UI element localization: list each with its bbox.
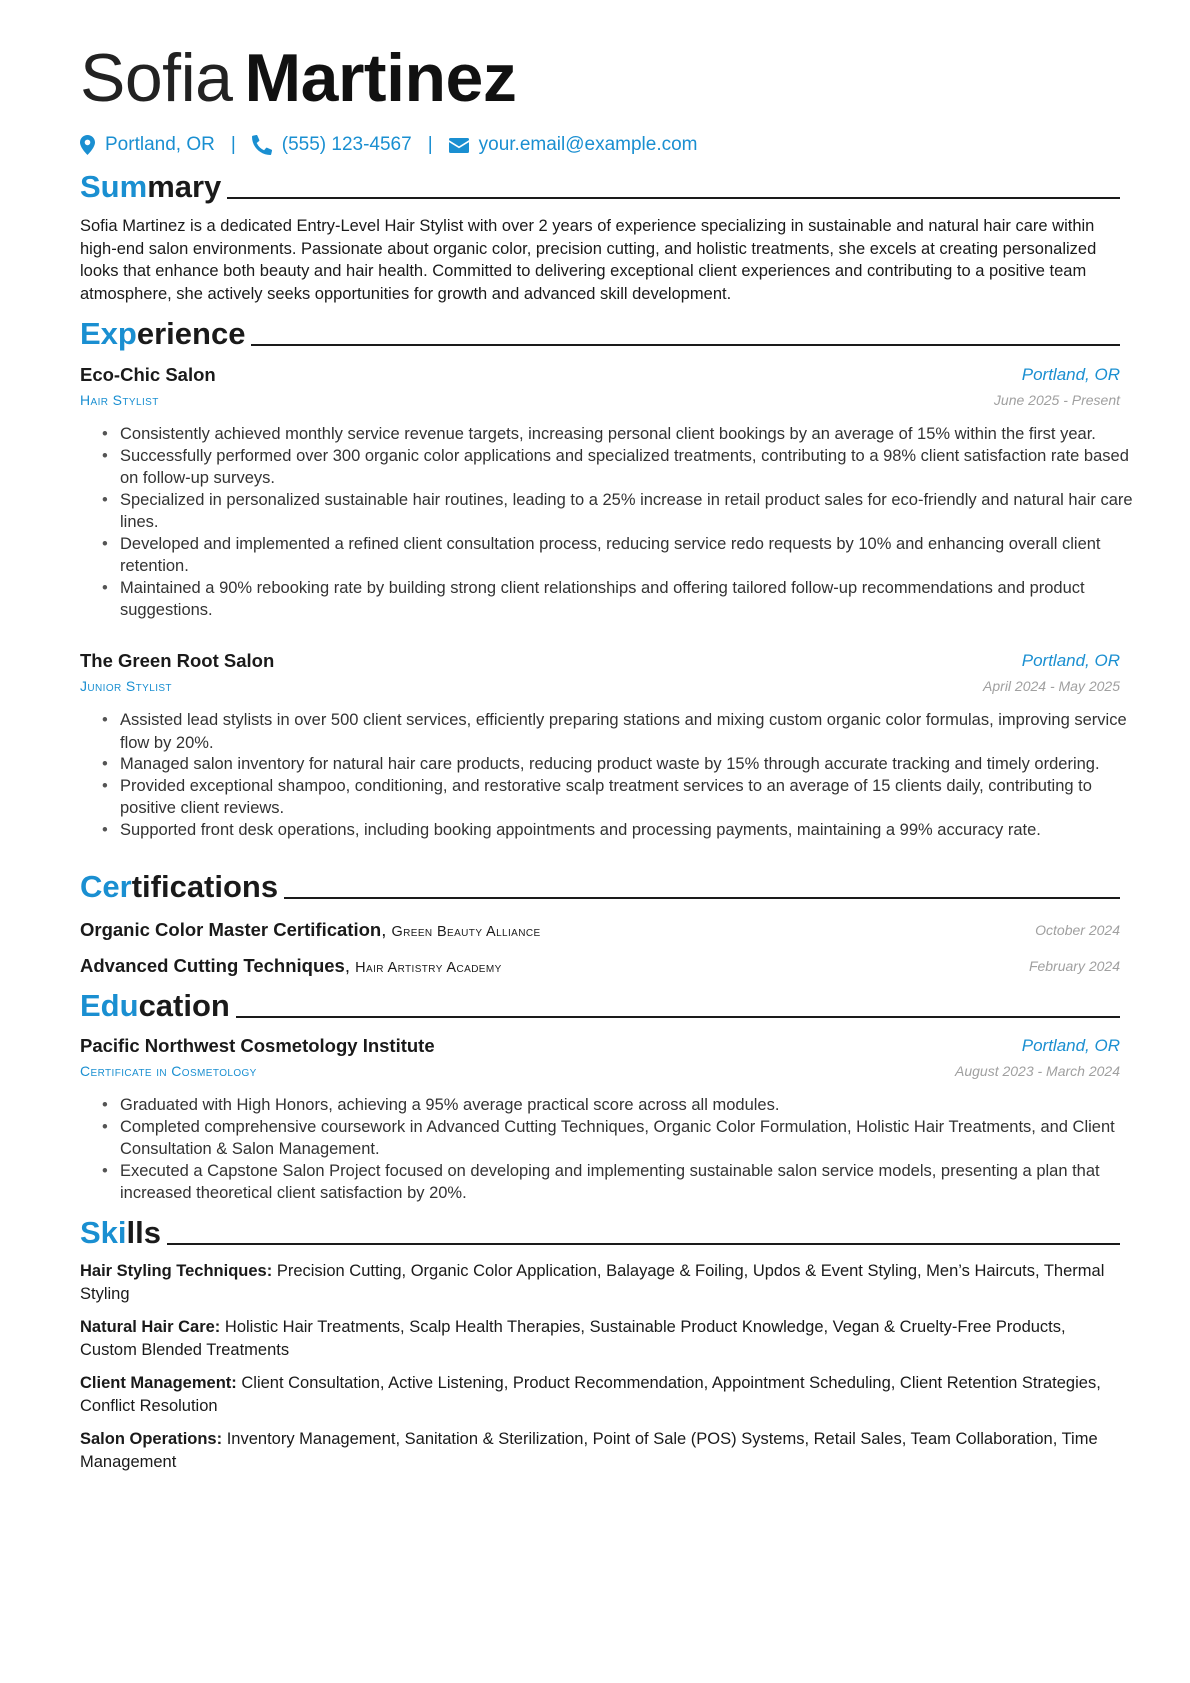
skill-group (80, 1428, 1120, 1473)
list-item: • Developed and implemented a refined client consultation process, reducing service redo requests by 10% and enhancing overall client retention. (120, 533, 1140, 578)
phone-icon (252, 135, 272, 155)
map-pin-icon (80, 135, 95, 155)
certification-item: Advanced Cutting Techniques, Hair Artistry Academy (80, 955, 502, 976)
skill-group (80, 1372, 1120, 1417)
list-item: • Completed comprehensive coursework in Advanced Cutting Techniques, Organic Color Formulation, Holistic Hair Treatments, and Client Consultation & Salon Management. (120, 1116, 1140, 1161)
summary-text: Sofia Martinez is a dedicated Entry-Level Hair Stylist with over 2 years of experience specializing in sustainable and natural hair care within high-end salon environments. Passionate about organic color, precision cutting, and holistic treatments, she excels at creating personalized looks that enhance both beauty and hair health. Committed to delivering exceptional client experiences and contributing to a positive team atmosphere, she actively seeks opportunities for growth and advanced skill development. (80, 217, 1097, 303)
contact-email[interactable] (449, 134, 698, 156)
location-text: Portland, OR (105, 134, 215, 155)
skill-value: Inventory Management, Sanitation & Sterilization, Point of Sale (POS) Systems, Retail Sales, Team Collaboration, Time Management (80, 1430, 1098, 1471)
section-rule (284, 897, 1120, 899)
certification-name: Organic Color Master Certification (80, 919, 382, 940)
certification-issuer: Hair Artistry Academy (355, 960, 502, 976)
section-title: Education (80, 988, 230, 1023)
job-bullets (100, 423, 1140, 621)
education-bullets (100, 1094, 1140, 1204)
skill-group (80, 1316, 1120, 1361)
job-dates: June 2025 - Present (993, 392, 1120, 408)
skill-value: Precision Cutting, Organic Color Application, Balayage & Foiling, Updos & Event Styling, Men’s Haircuts, Thermal Styling (80, 1262, 1105, 1303)
skill-label: Client Management: (80, 1374, 237, 1392)
list-item: • Managed salon inventory for natural hair care products, reducing product waste by 15% through accurate tracking and timely ordering. (120, 753, 1140, 776)
section-rule (251, 344, 1120, 346)
education-dates: August 2023 - March 2024 (955, 1063, 1120, 1079)
envelope-icon (449, 138, 469, 153)
contact-separator: | (427, 134, 433, 155)
section-rule (236, 1016, 1120, 1018)
experience-heading (80, 317, 1120, 351)
certification-issuer: Green Beauty Alliance (391, 924, 541, 940)
education-heading (80, 989, 1120, 1023)
section-rule (227, 197, 1120, 199)
contact-phone (252, 134, 412, 156)
job-role: Junior Stylist (80, 678, 172, 694)
section-rule (167, 1243, 1120, 1245)
skill-label: Salon Operations: (80, 1430, 223, 1448)
certification-date: February 2024 (1028, 958, 1120, 974)
list-item: • Specialized in personalized sustainable hair routines, leading to a 25% increase in retail product sales for eco-friendly and natural hair care lines. (120, 489, 1140, 534)
job-role: Hair Stylist (80, 392, 159, 408)
section-title: Skills (80, 1215, 161, 1250)
contact-location (80, 134, 215, 156)
skill-label: Natural Hair Care: (80, 1318, 221, 1336)
candidate-name (80, 38, 516, 118)
section-title: Certifications (80, 869, 279, 904)
education-degree: Certificate in Cosmetology (80, 1063, 257, 1079)
list-item: • Graduated with High Honors, achieving a 95% average practical score across all modules. (120, 1094, 1140, 1117)
section-title: Summary (80, 169, 222, 204)
skill-group (80, 1260, 1120, 1305)
education-location: Portland, OR (1021, 1036, 1120, 1055)
first-name: Sofia (80, 40, 233, 116)
certification-item: Organic Color Master Certification, Green Beauty Alliance (80, 919, 541, 940)
skill-value: Holistic Hair Treatments, Scalp Health Therapies, Sustainable Product Knowledge, Vegan & Cruelty-Free Products, Custom Blended Treatments (80, 1318, 1066, 1359)
list-item: • Assisted lead stylists in over 500 client services, efficiently preparing stations and mixing custom organic color formulas, improving service flow by 20%. (120, 709, 1140, 754)
list-item: • Executed a Capstone Salon Project focused on developing and implementing sustainable salon service models, presenting a plan that increased theoretical client satisfaction by 20%. (120, 1160, 1140, 1205)
list-item: • Consistently achieved monthly service revenue targets, increasing personal client bookings by an average of 15% within the first year. (120, 423, 1140, 446)
certifications-heading (80, 870, 1120, 904)
section-title: Experience (80, 316, 246, 351)
email-link[interactable]: your.email@example.com (478, 134, 698, 155)
phone-text: (555) 123-4567 (281, 134, 412, 155)
certification-date: October 2024 (1035, 922, 1120, 938)
last-name: Martinez (244, 40, 517, 116)
certification-name: Advanced Cutting Techniques (80, 955, 345, 976)
job-company: Eco-Chic Salon (80, 364, 216, 385)
job-dates: April 2024 - May 2025 (983, 678, 1120, 694)
contact-separator: | (230, 134, 236, 155)
skills-heading (80, 1216, 1120, 1250)
job-bullets (100, 709, 1140, 840)
contact-line (80, 134, 698, 156)
job-location: Portland, OR (1021, 651, 1120, 670)
summary-heading (80, 170, 1120, 204)
list-item: • Supported front desk operations, including booking appointments and processing payments, maintaining a 99% accuracy rate. (120, 819, 1140, 842)
list-item: • Successfully performed over 300 organic color applications and specialized treatments, contributing to a 98% client satisfaction rate based on follow-up surveys. (120, 445, 1140, 490)
job-location: Portland, OR (1021, 365, 1120, 384)
skill-label: Hair Styling Techniques: (80, 1262, 273, 1280)
skill-value: Client Consultation, Active Listening, Product Recommendation, Appointment Scheduling, Client Retention Strategies, Conflict Resolution (80, 1374, 1101, 1415)
list-item: • Maintained a 90% rebooking rate by building strong client relationships and offering tailored follow-up recommendations and product suggestions. (120, 577, 1140, 622)
job-company: The Green Root Salon (80, 650, 275, 671)
education-school: Pacific Northwest Cosmetology Institute (80, 1035, 435, 1056)
list-item: • Provided exceptional shampoo, conditioning, and restorative scalp treatment services to an average of 15 clients daily, contributing to positive client reviews. (120, 775, 1140, 820)
